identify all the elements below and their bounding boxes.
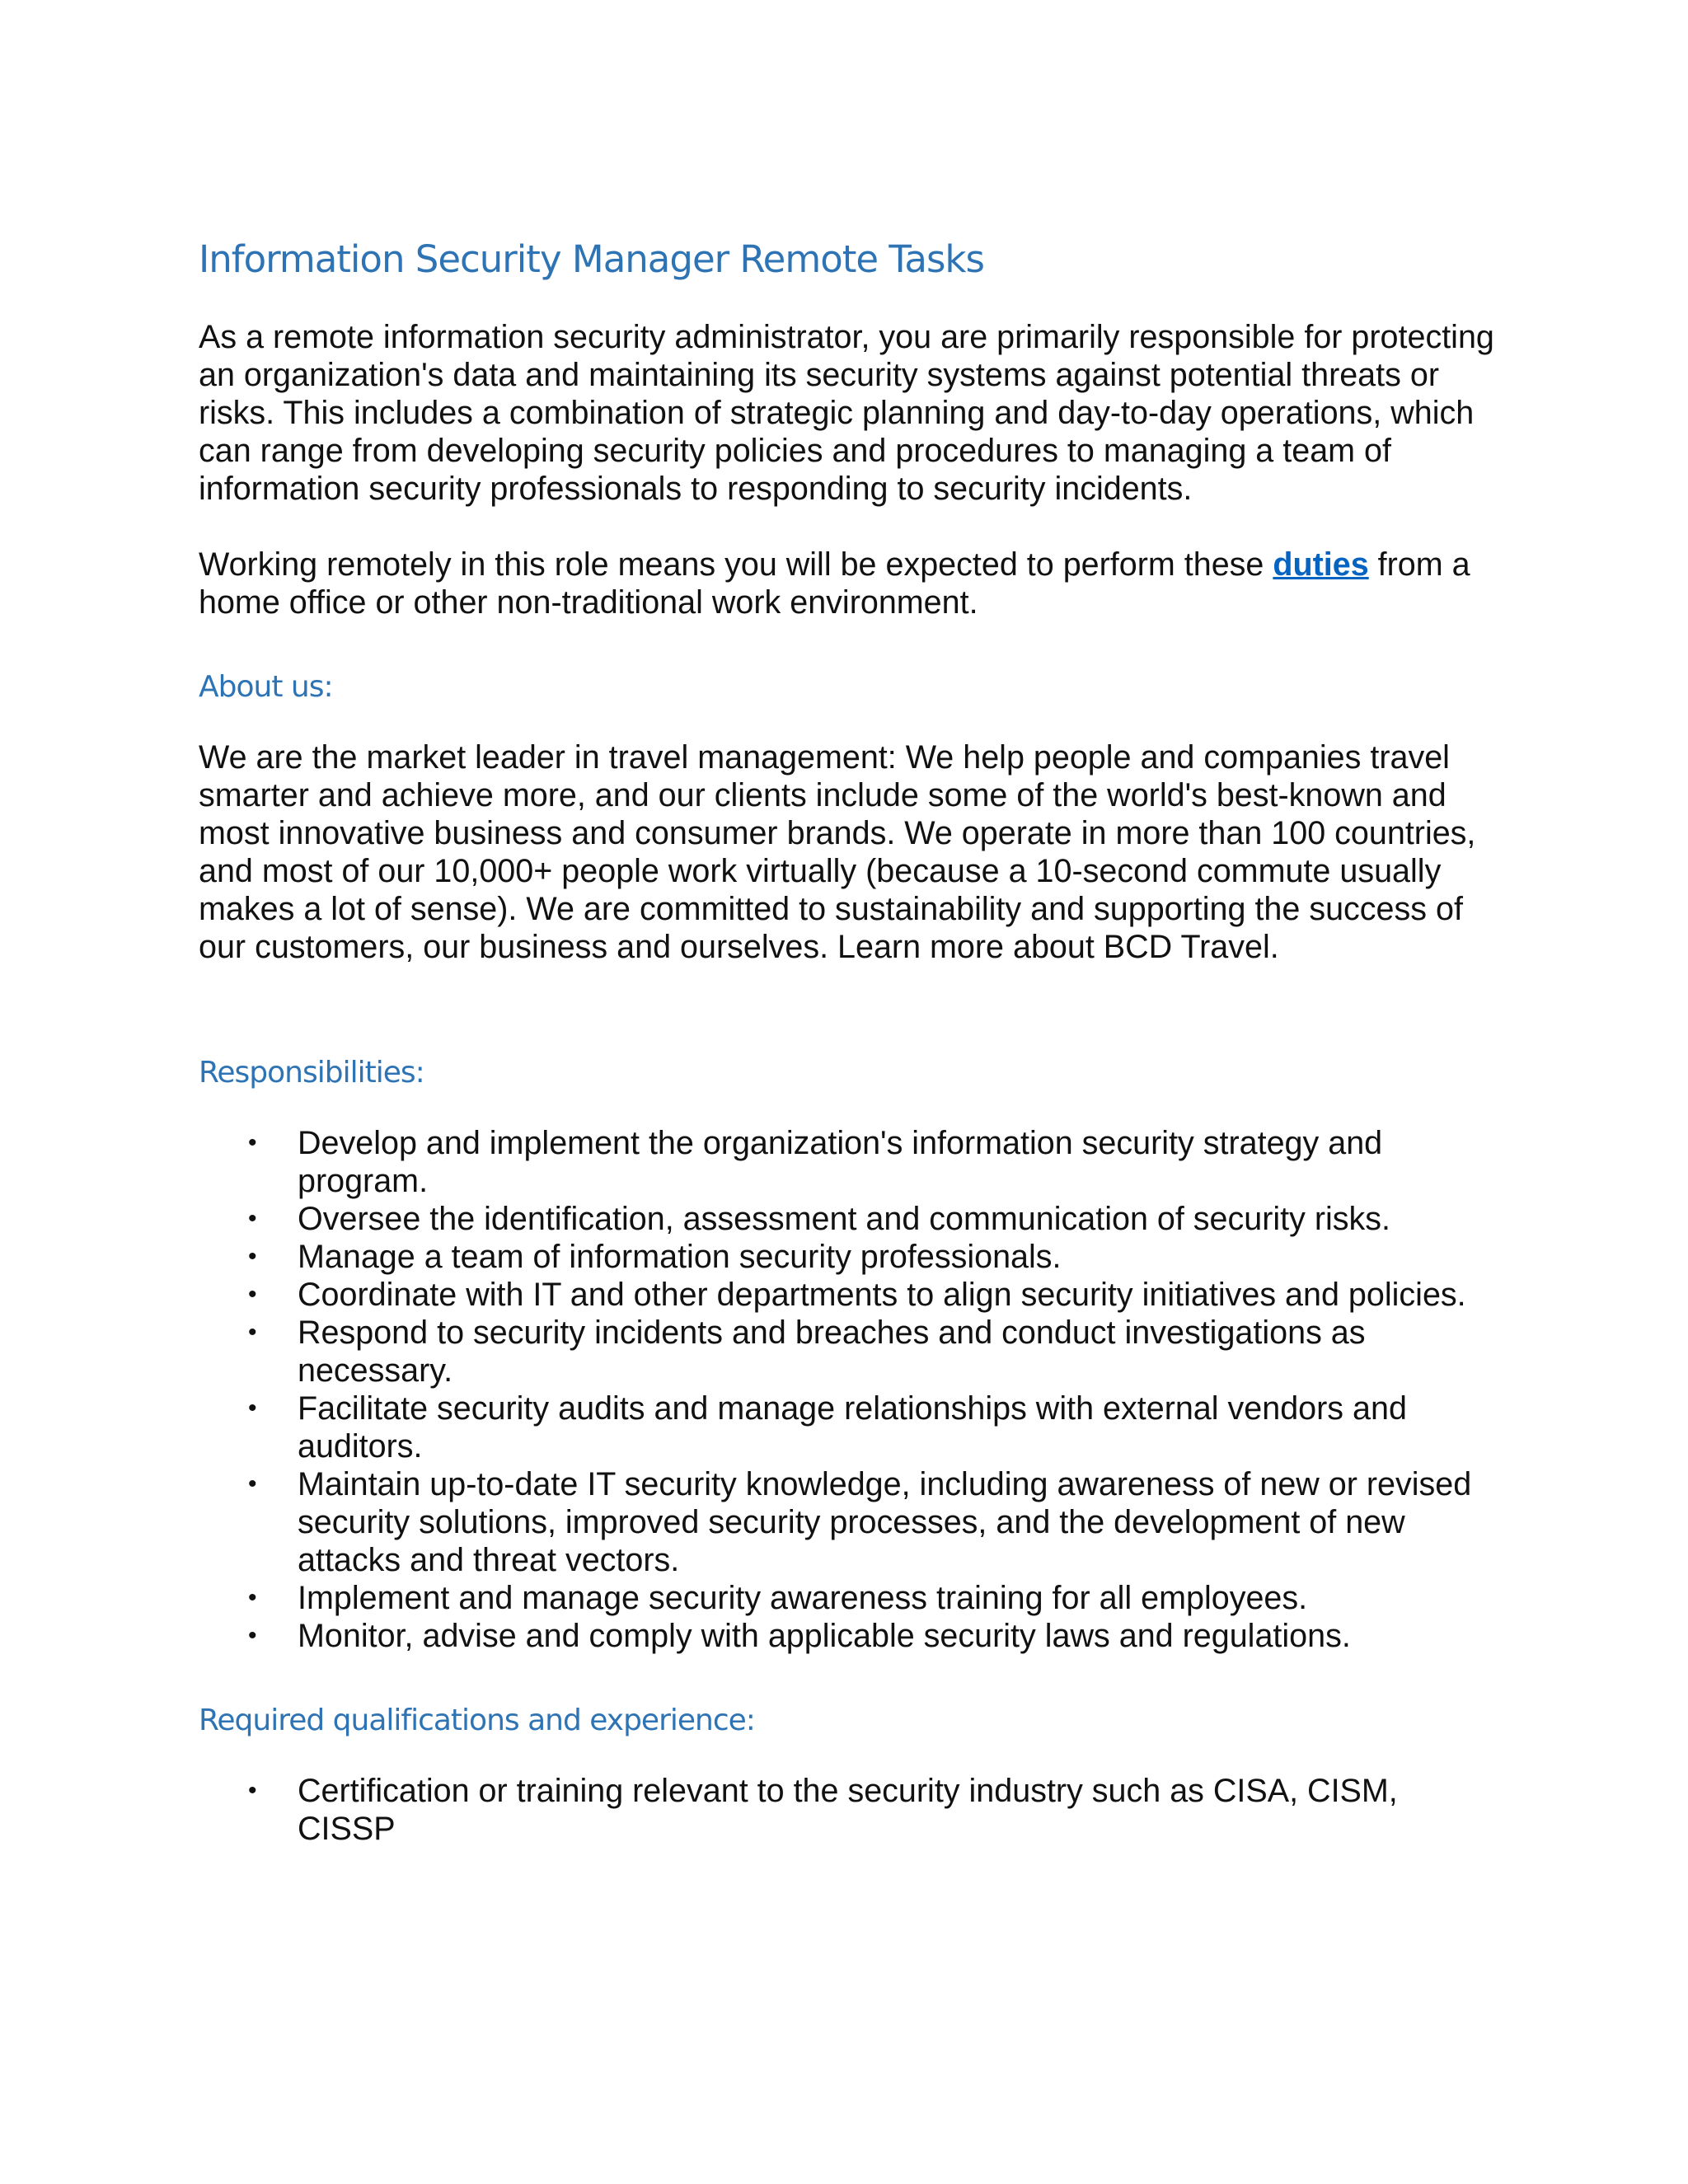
qualifications-heading: Required qualifications and experience: <box>199 1704 755 1737</box>
remote-paragraph-text-before: Working remotely in this role means you will be expected to perform these <box>199 546 1273 583</box>
bullet-icon: • <box>248 1394 257 1422</box>
list-item-text: Develop and implement the organization's information security strategy and program. <box>298 1125 1383 1199</box>
list-item <box>199 1579 1501 1617</box>
bullet-icon: • <box>248 1470 257 1497</box>
list-item <box>199 1276 1501 1314</box>
bullet-icon: • <box>248 1319 257 1346</box>
bullet-icon: • <box>248 1622 257 1649</box>
bullet-icon: • <box>248 1281 257 1308</box>
duties-link[interactable]: duties <box>1273 546 1369 583</box>
list-item-text: Manage a team of information security professionals. <box>298 1239 1062 1275</box>
list-item <box>199 1390 1501 1465</box>
intro-paragraph: As a remote information security administrator, you are primarily responsible for protecting an organization's data and maintaining its security systems against potential threats or risks. This includes a combination of strategic planning and day-to-day operations, which can range from developing security policies and procedures to managing a team of information security professionals to responding to security incidents. <box>199 319 1494 507</box>
document-content <box>199 231 1501 1848</box>
qualifications-list <box>199 1772 1501 1848</box>
list-item-text: Monitor, advise and comply with applicable security laws and regulations. <box>298 1618 1351 1654</box>
bullet-icon: • <box>248 1205 257 1232</box>
list-item <box>199 1772 1501 1848</box>
about-heading: About us: <box>199 670 333 704</box>
bullet-icon: • <box>248 1129 257 1156</box>
list-item-text: Respond to security incidents and breaches and conduct investigations as necessary. <box>298 1315 1366 1389</box>
list-item <box>199 1124 1501 1200</box>
list-item-text: Maintain up-to-date IT security knowledge, including awareness of new or revised security solutions, improved security processes, and the development of new attacks and threat vectors. <box>298 1466 1472 1578</box>
bullet-icon: • <box>248 1584 257 1611</box>
list-item-text: Coordinate with IT and other departments to align security initiatives and policies. <box>298 1277 1466 1313</box>
list-item-text: Facilitate security audits and manage relationships with external vendors and auditors. <box>298 1390 1407 1465</box>
list-item <box>199 1238 1501 1276</box>
list-item-text: Oversee the identification, assessment and communication of security risks. <box>298 1201 1391 1237</box>
list-item-text: Certification or training relevant to the security industry such as CISA, CISM, CISSP <box>298 1773 1398 1847</box>
about-paragraph: We are the market leader in travel management: We help people and companies travel smarter and achieve more, and our clients include some of the world's best-known and most innovative business and consumer brands. We operate in more than 100 countries, and most of our 10,000+ people work virtually (because a 10-second commute usually makes a lot of sense). We are committed to sustainability and supporting the success of our customers, our business and ourselves. Learn more about BCD Travel. <box>199 739 1476 965</box>
remote-paragraph-text-after: from a home office or other non-traditional work environment. <box>199 546 1470 621</box>
list-item <box>199 1617 1501 1655</box>
remote-paragraph <box>199 546 1501 621</box>
bullet-icon: • <box>248 1777 257 1804</box>
list-item-text: Implement and manage security awareness training for all employees. <box>298 1580 1308 1616</box>
page-title: Information Security Manager Remote Tasks <box>199 237 984 281</box>
list-item <box>199 1314 1501 1390</box>
list-item <box>199 1200 1501 1238</box>
bullet-icon: • <box>248 1243 257 1270</box>
responsibilities-list <box>199 1124 1501 1655</box>
responsibilities-heading: Responsibilities: <box>199 1056 424 1090</box>
list-item <box>199 1465 1501 1579</box>
